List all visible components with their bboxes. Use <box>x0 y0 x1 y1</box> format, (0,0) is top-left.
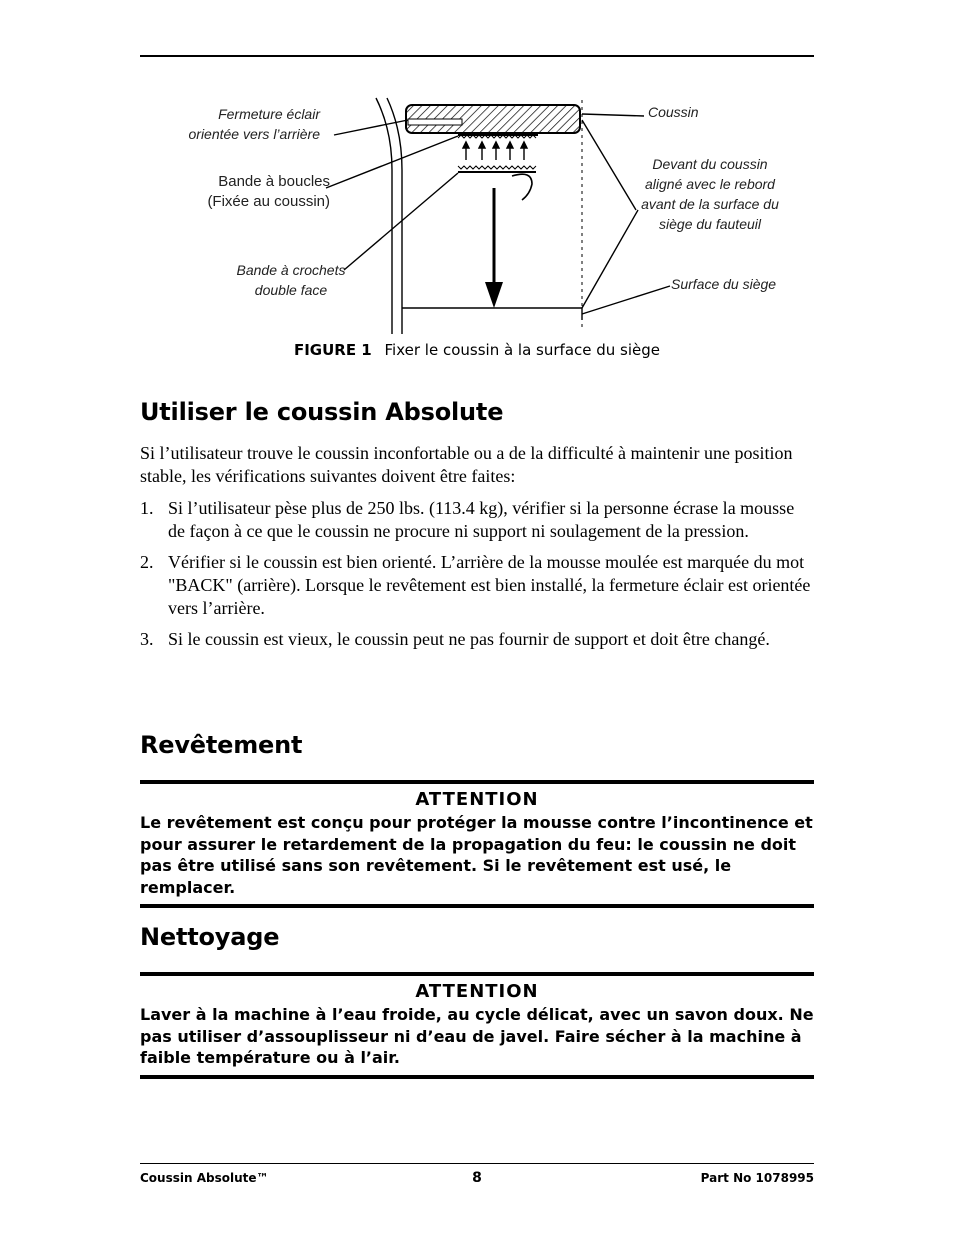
attention-title: ATTENTION <box>415 789 539 810</box>
heading-cleaning: Nettoyage <box>140 923 280 951</box>
attention-box-cover <box>140 780 814 908</box>
heading-using-cushion: Utiliser le coussin Absolute <box>140 398 504 426</box>
down-arrow-head-icon <box>485 282 503 308</box>
chair-back-inner-line <box>387 98 402 334</box>
label-zipper-line2: orientée vers l’arrière <box>188 126 320 142</box>
label-front-line1: Devant du coussin <box>652 156 768 172</box>
list-item-text: Si l’utilisateur pèse plus de 250 lbs. (113.4 kg), vérifier si la personne écrase la mousse de façon à ce que le coussin ne procure ni support ni soulagement de la pression. <box>168 498 795 541</box>
label-zipper <box>140 104 320 144</box>
list-item <box>140 497 814 543</box>
label-cushion: Coussin <box>648 104 699 120</box>
label-loop-strip <box>140 172 330 212</box>
heading-cover: Revêtement <box>140 731 303 759</box>
list-item-number: 2. <box>140 552 154 572</box>
chair-back-outer-line <box>376 98 392 334</box>
label-front-line2: aligné avec le rebord <box>645 176 775 192</box>
leader-cushion <box>582 114 644 116</box>
footer-product-name: Coussin Absolute™ <box>140 1171 269 1185</box>
figure-cushion-installation <box>140 90 814 340</box>
hook-texture <box>458 166 536 169</box>
leader-hook <box>344 173 458 270</box>
list-item <box>140 551 814 620</box>
leader-front-top <box>582 120 636 210</box>
up-arrows-icon <box>463 142 527 160</box>
footer-rule <box>140 1163 814 1164</box>
label-hook-line1: Bande à crochets <box>236 262 346 278</box>
label-front-line3: avant de la surface du <box>641 196 779 212</box>
label-loop-line1: Bande à boucles <box>218 173 330 190</box>
attention-title: ATTENTION <box>415 981 539 1002</box>
leader-seat <box>582 286 670 314</box>
figure-caption <box>0 341 954 359</box>
list-item-number: 1. <box>140 498 154 518</box>
attention-text: Le revêtement est conçu pour protéger la mousse contre l’incontinence et pour assurer le retardement de la propagation du feu: le coussin ne doit pas être utilisé sans son revêtement. Si le revêtement est usé, le remplacer. <box>140 813 813 897</box>
label-seat-surface: Surface du siège <box>671 276 777 292</box>
seat-surface-line <box>402 308 582 320</box>
list-item <box>140 628 814 651</box>
label-hook-line2: double face <box>254 282 328 298</box>
attention-box-cleaning <box>140 972 814 1079</box>
checks-list <box>140 497 814 659</box>
leader-front-bottom <box>582 210 638 308</box>
intro-paragraph: Si l’utilisateur trouve le coussin inconfortable ou a de la difficulté à maintenir une position stable, les vérifications suivantes doivent être faites: <box>140 443 793 486</box>
figure-number: FIGURE 1 <box>293 341 372 359</box>
figure-caption-text: Fixer le coussin à la surface du siège <box>384 341 661 359</box>
list-item-text: Vérifier si le coussin est bien orienté. L’arrière de la mousse moulée est marquée du mot "BACK" (arrière). Lorsque le revêtement est bien installé, la fermeture éclair est orientée vers l’arrière. <box>168 552 811 618</box>
label-loop-line2: (Fixée au coussin) <box>207 193 330 210</box>
footer-part-number: Part No 1078995 <box>700 1171 814 1185</box>
hook-strip-peel <box>512 174 532 200</box>
header-rule <box>140 55 814 57</box>
footer-page-number: 8 <box>472 1170 482 1186</box>
label-front-line4: siège du fauteuil <box>659 216 761 232</box>
list-item-number: 3. <box>140 629 154 649</box>
label-hook-strip <box>228 260 354 300</box>
label-cushion-front <box>634 154 786 234</box>
zipper-shape <box>408 119 462 125</box>
list-item-text: Si le coussin est vieux, le coussin peut ne pas fournir de support et doit être changé. <box>168 629 770 649</box>
attention-text: Laver à la machine à l’eau froide, au cycle délicat, avec un savon doux. Ne pas utiliser d’assouplisseur ni d’eau de javel. Faire sécher à la machine à faible température ou à l’air. <box>140 1005 814 1067</box>
label-zipper-line1: Fermeture éclair <box>218 106 320 122</box>
